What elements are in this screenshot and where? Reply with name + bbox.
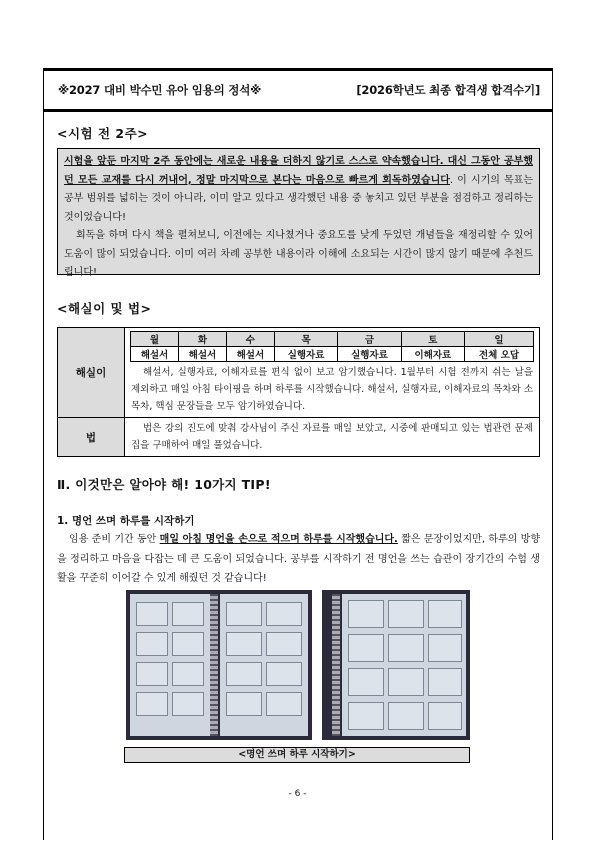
- material-cell: 실행자료: [274, 347, 337, 362]
- document-header: [43, 68, 553, 112]
- day-cell: 토: [401, 332, 464, 347]
- day-cell: 수: [226, 332, 274, 347]
- material-cell: 해설서: [226, 347, 274, 362]
- photo-caption: <명언 쓰며 하루 시작하기>: [124, 747, 470, 763]
- tip1-paragraph: [57, 530, 540, 589]
- study-table: [57, 327, 540, 457]
- tip1-title: 1. 명언 쓰며 하루를 시작하기: [57, 515, 195, 527]
- header-left-title: ※2027 대비 박수민 유아 임용의 정석※: [58, 83, 262, 97]
- header-right-title: [2026학년도 최종 합격생 합격수기]: [356, 83, 540, 97]
- two-weeks-rest: . 이 시기의 목표는 공부 범위를 넓히는 것이 아니라, 이미 알고 있다고 생각했던 내용 중 놓치고 있던 부분을 점검하고 정리하는 것이었습니다!: [64, 174, 533, 223]
- two-weeks-emphasis: 시험을 앞둔 마지막 2주 동안에는 새로운 내용을 더하지 않기로 스스로 약속했습니다. 대신 그동안 공부했던 모든 교재를 다시 꺼내어, 정말 마지막으로 본다는 마음으로 빠르게 회독하였습니다: [64, 156, 533, 186]
- material-cell: 이해자료: [401, 347, 464, 362]
- weekly-schedule-cell: [125, 328, 540, 363]
- haesiri-description: 해설서, 실행자료, 이해자료를 편식 없이 보고 암기했습니다. 1월부터 시험 전까지 쉬는 날을 제외하고 매일 아침 타이핑을 하며 하루를 시작했습니다. 해설서, 실행자료, 이해자료의 목차와 소목차, 핵심 문장들을 모두 암기하였습니다.: [125, 362, 540, 418]
- two-weeks-paragraph-2: 회독을 하며 다시 책을 펼쳐보니, 이전에는 지나쳤거나 중요도를 낮게 두었던 개념들을 재정리할 수 있어 도움이 많이 되었습니다. 이미 여러 차례 공부한 내용이라 이해에 소요되는 시간이 많지 않기 때문에 추천드립니다!: [64, 230, 533, 278]
- day-cell: 월: [131, 332, 179, 347]
- section-title-two-weeks: <시험 전 2주>: [57, 126, 149, 141]
- day-cell: 금: [338, 332, 401, 347]
- section-title-study: <해실이 및 법>: [57, 301, 152, 316]
- page-number: - 6 -: [288, 789, 307, 799]
- tips-heading: Ⅱ. 이것만은 알아야 해! 10가지 TIP!: [57, 477, 271, 492]
- day-cell: 일: [465, 332, 534, 347]
- tip1-post: 짧은 문장이었지만, 하루의 방향을 정리하고 마음을 다잡는 데 큰 도움이 되었습니다. 공부를 시작하기 전 명언을 쓰는 습관이 장기간의 수험 생활을 꾸준히 이어갈 수 있게 해줬던 것 같습니다!: [57, 534, 540, 584]
- notebook-photo-left: [126, 590, 312, 740]
- tip1-emphasis: 매일 아침 명언을 손으로 적으며 하루를 시작했습니다.: [159, 534, 398, 545]
- day-cell: 목: [274, 332, 337, 347]
- material-cell: 실행자료: [338, 347, 401, 362]
- notebook-photo-right: [322, 590, 470, 740]
- material-cell: 해설서: [131, 347, 179, 362]
- row-label-law: 법: [58, 418, 125, 457]
- day-cell: 화: [178, 332, 226, 347]
- two-weeks-box: [57, 148, 540, 278]
- law-description: 법은 강의 진도에 맞춰 강사님이 주신 자료를 매일 보았고, 시중에 판매되고 있는 법관련 문제집을 구매하여 매일 풀었습니다.: [125, 418, 540, 457]
- tip1-pre: 임용 준비 기간 동안: [69, 534, 160, 545]
- material-cell: 전체 오답: [465, 347, 534, 362]
- material-cell: 해설서: [178, 347, 226, 362]
- weekly-schedule: [130, 331, 534, 362]
- two-weeks-paragraph-1: [64, 153, 533, 227]
- row-label-haesiri: 해실이: [58, 328, 125, 418]
